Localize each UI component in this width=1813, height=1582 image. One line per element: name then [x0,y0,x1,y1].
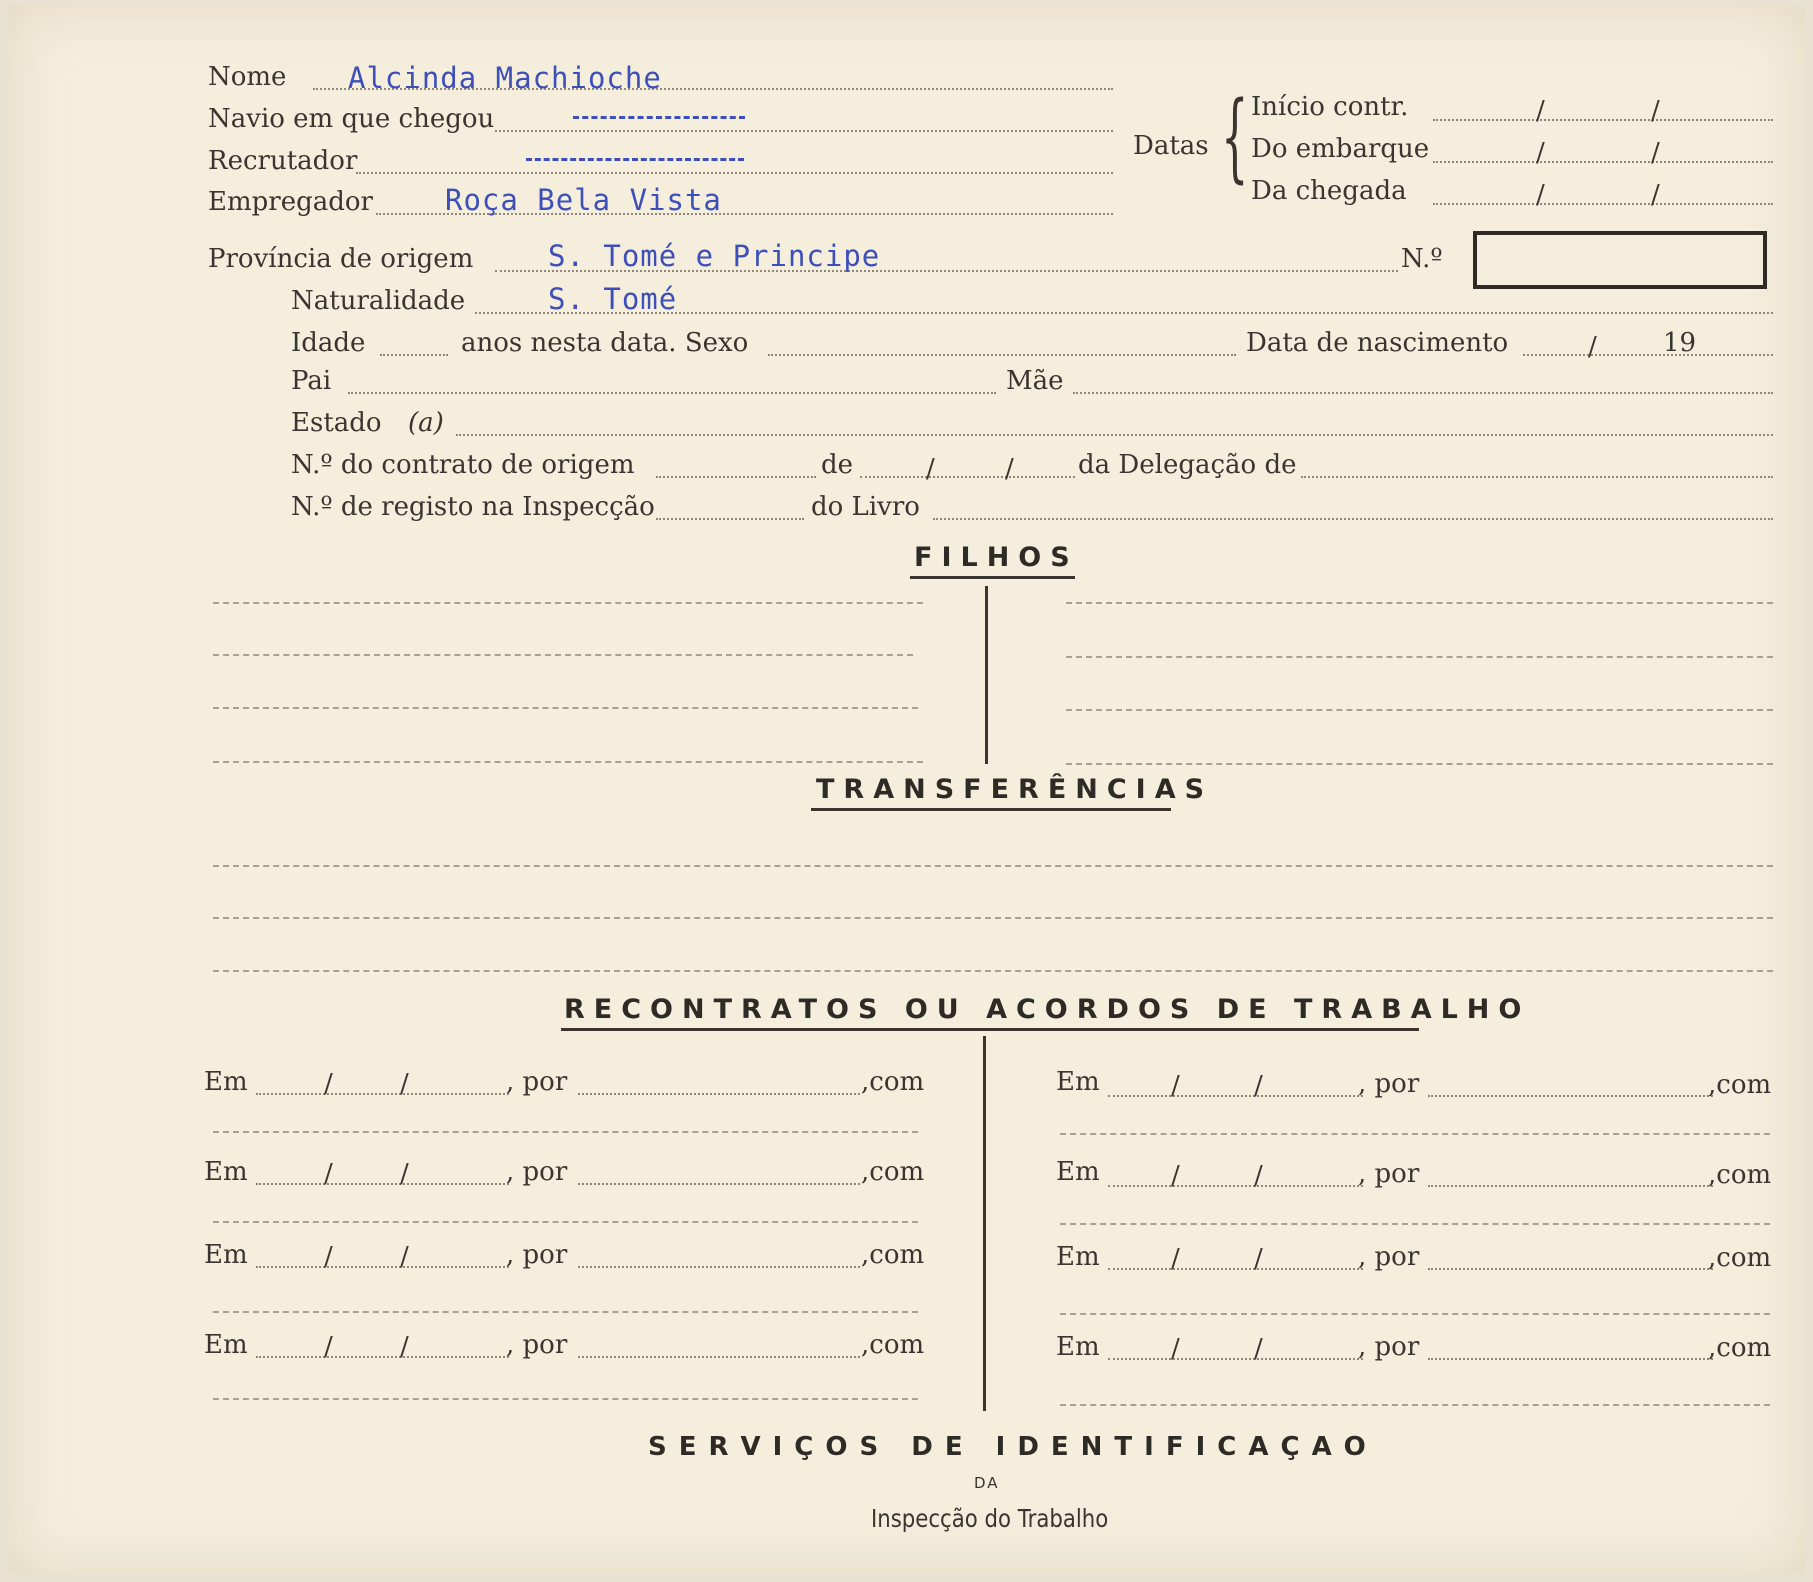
em-label: Em [204,1067,248,1097]
slash: / [1536,96,1545,126]
recontratos-divider [983,1036,986,1411]
contrato-date-line [860,476,1075,478]
idade-label: Idade [291,328,366,358]
filhos-underline [910,576,1075,579]
numero-label: N.º [1401,244,1443,274]
slash: / [324,1332,333,1362]
filho-line [213,707,918,709]
naturalidade-label: Naturalidade [291,286,466,316]
slash: / [1651,96,1660,126]
em-label: Em [204,1330,248,1360]
em-label: Em [1056,1067,1100,1097]
footer-inspeccao: Inspecção do Trabalho [871,1504,1109,1533]
sexo-line [768,354,1236,356]
recrutador-dash-mark [526,158,744,161]
nome-label: Nome [208,62,287,92]
por-line [1428,1268,1713,1270]
slash: / [1005,454,1014,484]
embarque-label: Do embarque [1251,134,1430,164]
chegada-label: Da chegada [1251,176,1407,206]
mae-label: Mãe [1006,366,1064,396]
por-label: , por [1358,1069,1420,1099]
date-line [256,1183,509,1185]
datas-label: Datas [1133,131,1209,161]
por-line [578,1356,860,1358]
embarque-line [1433,161,1773,163]
por-label: , por [1358,1159,1420,1189]
de-label: de [821,450,854,480]
com-label: ,com [1708,1070,1772,1100]
recontratos-underline [561,1028,1419,1031]
date-line [256,1356,509,1358]
provincia-value: S. Tomé e Principe [548,239,881,273]
em-label: Em [1056,1242,1100,1272]
transferencia-line [213,917,1773,919]
idade-line [380,354,448,356]
entry-line [1060,1404,1770,1406]
footer-da: DA [974,1474,1000,1492]
entry-line [1060,1223,1770,1225]
slash: / [1254,1334,1263,1364]
contrato-label: N.º do contrato de origem [291,450,635,480]
slash: / [1536,138,1545,168]
date-line [256,1266,509,1268]
empregador-value: Roça Bela Vista [445,183,722,217]
por-label: , por [506,1330,568,1360]
com-label: ,com [861,1330,925,1360]
por-label: , por [1358,1332,1420,1362]
registo-line [656,518,804,520]
por-label: , por [506,1067,568,1097]
nome-value: Alcinda Machioche [348,61,662,95]
slash: / [1171,1161,1180,1191]
nascimento-year: 19 [1663,328,1697,358]
navio-dash-mark [573,116,745,119]
por-label: , por [506,1240,568,1270]
chegada-line [1433,203,1773,205]
mae-line [1073,392,1773,394]
slash: / [1171,1071,1180,1101]
filhos-heading: FILHOS [914,542,1079,573]
identification-card [8,6,1805,1574]
entry-line [1060,1133,1770,1135]
em-label: Em [1056,1332,1100,1362]
filho-line [213,602,923,604]
slash: / [1536,180,1545,210]
transferencia-line [213,970,1773,972]
transferencias-heading: TRANSFERÊNCIAS [816,774,1214,805]
entry-line [213,1131,918,1133]
por-line [1428,1358,1713,1360]
slash: / [324,1159,333,1189]
date-line [1108,1268,1363,1270]
estado-line [456,434,1773,436]
slash: / [1588,332,1597,362]
slash: / [400,1332,409,1362]
em-label: Em [204,1157,248,1187]
slash: / [1254,1071,1263,1101]
empregador-label: Empregador [208,187,373,217]
filho-line [213,654,913,656]
brace: { [1221,81,1249,193]
pai-line [348,392,996,394]
entry-line [1060,1313,1770,1315]
slash: / [926,454,935,484]
por-line [578,1093,860,1095]
livro-label: do Livro [811,492,920,522]
registo-label: N.º de registo na Inspecção [291,492,655,522]
delegacao-line [1301,476,1773,478]
livro-line [933,518,1773,520]
slash: / [1651,180,1660,210]
slash: / [400,1242,409,1272]
inicio-label: Início contr. [1251,92,1409,122]
date-line [256,1093,509,1095]
date-line [1108,1095,1363,1097]
com-label: ,com [1708,1333,1772,1363]
contrato-line [656,476,816,478]
em-label: Em [204,1240,248,1270]
slash: / [400,1159,409,1189]
com-label: ,com [861,1240,925,1270]
slash: / [1254,1244,1263,1274]
recrutador-label: Recrutador [208,146,358,176]
filho-line [1066,656,1773,658]
inicio-line [1433,119,1773,121]
filho-line [213,761,923,763]
slash: / [324,1069,333,1099]
footer-services: SERVIÇOS DE IDENTIFICAÇAO [648,1432,1378,1462]
slash: / [1171,1334,1180,1364]
transferencia-line [213,865,1773,867]
por-label: , por [1358,1242,1420,1272]
slash: / [1254,1161,1263,1191]
estado-label: Estado [291,408,382,438]
entry-line [213,1221,918,1223]
anos-sexo-label: anos nesta data. Sexo [461,328,749,358]
transferencias-underline [811,808,1171,811]
com-label: ,com [1708,1243,1772,1273]
por-line [578,1266,860,1268]
entry-line [213,1311,918,1313]
pai-label: Pai [291,366,332,396]
filho-line [1066,709,1773,711]
filho-line [1066,763,1773,765]
com-label: ,com [1708,1160,1772,1190]
filho-line [1066,602,1773,604]
estado-note: (a) [408,408,444,438]
slash: / [1171,1244,1180,1274]
provincia-label: Província de origem [208,244,474,274]
nascimento-line [1523,354,1773,356]
filhos-divider [985,586,988,764]
nascimento-label: Data de nascimento [1246,328,1509,358]
delegacao-label: da Delegação de [1078,450,1297,480]
por-line [578,1183,860,1185]
date-line [1108,1185,1363,1187]
numero-box[interactable] [1473,231,1767,289]
naturalidade-value: S. Tomé [548,282,678,316]
recontratos-heading: RECONTRATOS OU ACORDOS DE TRABALHO [564,994,1531,1025]
com-label: ,com [861,1157,925,1187]
por-label: , por [506,1157,568,1187]
slash: / [1651,138,1660,168]
slash: / [400,1069,409,1099]
entry-line [213,1398,918,1400]
recrutador-line [356,172,1113,174]
date-line [1108,1358,1363,1360]
slash: / [324,1242,333,1272]
por-line [1428,1095,1713,1097]
navio-line [495,130,1113,132]
por-line [1428,1185,1713,1187]
com-label: ,com [861,1067,925,1097]
em-label: Em [1056,1157,1100,1187]
navio-label: Navio em que chegou [208,104,495,134]
